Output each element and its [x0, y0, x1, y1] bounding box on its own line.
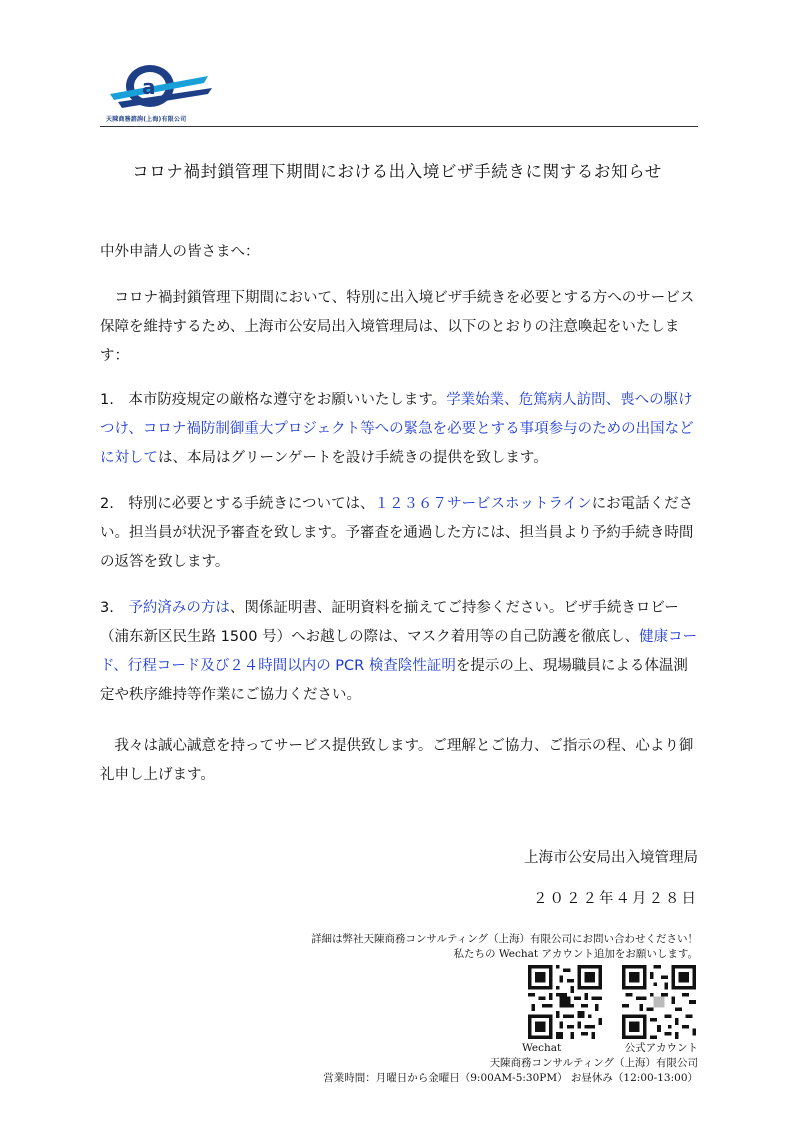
footer-hours: 営業時間：月曜日から金曜日（9:00AM-5:30PM） お昼休み（12:00-13:00）	[323, 1072, 698, 1084]
greeting: 中外申請人の皆さまへ：	[100, 244, 260, 260]
qr-code-icon	[528, 965, 602, 1039]
closing-paragraph	[100, 732, 698, 790]
intro-paragraph	[100, 284, 698, 371]
item-3-highlight-1: 予約済みの方は	[128, 600, 230, 616]
company-logo	[104, 58, 216, 122]
page-title: コロナ禍封鎖管理下期間における出入境ビザ手続きに関するお知らせ	[132, 162, 662, 181]
wechat-qr-code[interactable]	[528, 965, 602, 1039]
qr-label-official-account: 公式アカウント	[624, 1042, 698, 1054]
item-2	[100, 490, 698, 577]
item-3	[100, 594, 698, 710]
qr-label-wechat: Wechat	[522, 1042, 562, 1054]
logo-caption: 天陳商務諮詢(上海)有限公司	[106, 116, 187, 123]
item-3-highlight-2: 健康コード、行程コード及び２４時間以内の PCR 検査陰性証明	[100, 629, 698, 674]
signature-date: ２０２２年４月２８日	[533, 891, 698, 907]
item-1-tail: は、本局はグリーンゲートを設け手続きの提供を致します。	[158, 450, 548, 466]
closing-text: 我々は誠心誠意を持ってサービス提供致します。ご理解とご協力、ご指示の程、心より御礼申し上げます。	[100, 738, 694, 783]
item-2-tail: にお電話ください。担当員が状況予審査を致します。予審査を通過した方には、担当員より予約手続き時間の返答を致します。	[100, 496, 694, 570]
item-1-lead: 1. 本市防疫規定の厳格な遵守をお願いいたします。	[100, 392, 447, 408]
item-3-tail: を提示の上、現場職員による体温測定や秩序維持等作業にご協力ください。	[100, 658, 688, 703]
item-1-highlight: 学業始業、危篤病人訪問、喪への駆けつけ、コロナ禍防制御重大プロジェクト等への緊急を必要とする事項参与のための出国などに対して	[100, 392, 694, 466]
official-account-qr-code[interactable]	[622, 965, 696, 1039]
footer-company: 天陳商務コンサルティング（上海）有限公司	[489, 1057, 698, 1069]
header-divider	[100, 126, 698, 127]
footer-wechat-line: 私たちの Wechat アカウント追加をお願いします。	[453, 948, 698, 960]
intro-text: コロナ禍封鎖管理下期間において、特別に出入境ビザ手続きを必要とする方へのサービス保障を維持するため、上海市公安局出入境管理局は、以下のとおりの注意喚起をいたします：	[100, 290, 695, 364]
item-2-lead: 2. 特別に必要とする手続きについては、	[100, 496, 375, 512]
qr-code-icon	[622, 965, 696, 1039]
svg-text:a: a	[142, 75, 156, 99]
signature-org: 上海市公安局出入境管理局	[524, 850, 698, 866]
footer-contact-line: 詳細は弊社天陳商務コンサルティング（上海）有限公司にお問い合わせください！	[311, 933, 698, 945]
company-logo-icon	[104, 58, 216, 122]
item-1	[100, 386, 698, 473]
item-3-middle: 、関係証明書、証明資料を揃えてご持参ください。ビザ手続きロビー（浦东新区民生路 1500 号）へお越しの際は、マスク着用等の自己防護を徹底し、	[100, 600, 679, 645]
item-2-highlight: １２３６７サービスホットライン	[374, 496, 592, 512]
item-3-number: 3.	[100, 600, 129, 616]
